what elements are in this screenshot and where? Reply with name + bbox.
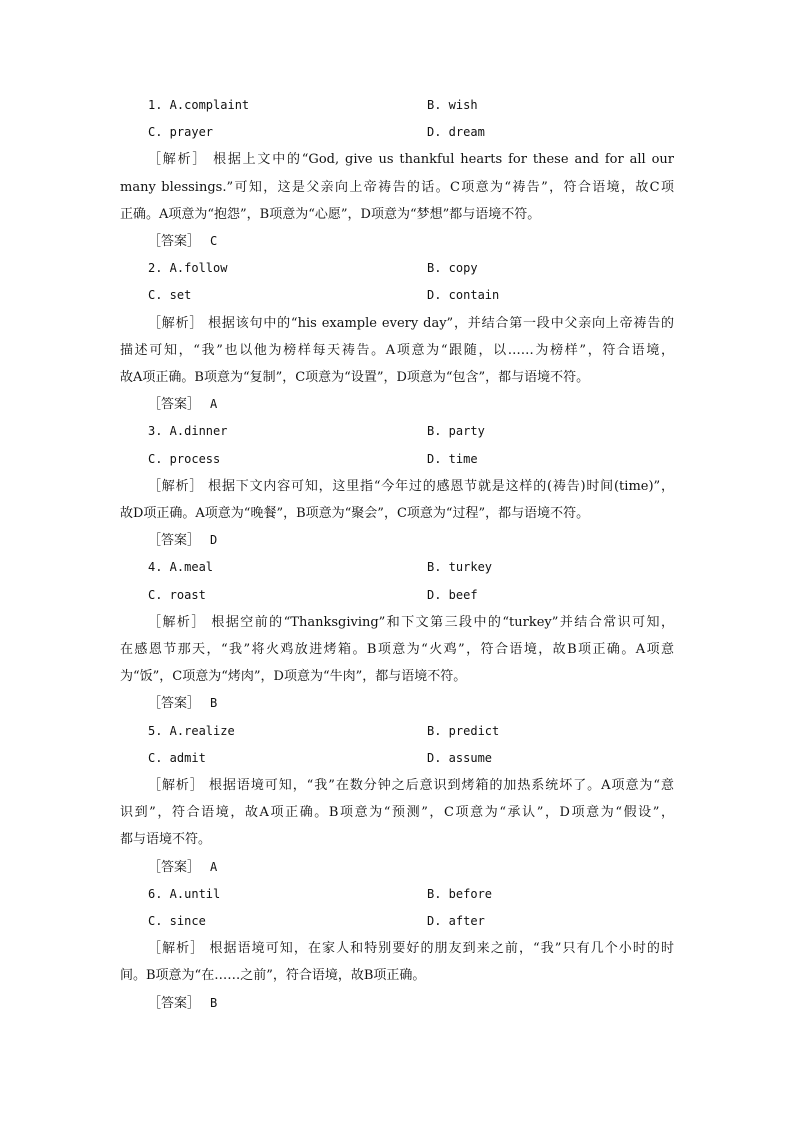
- q6-option-c: C. since: [148, 914, 206, 928]
- q4-analysis-line: 为“饭”，C项意为“烤肉”，D项意为“牛肉”，都与语境不符。: [120, 669, 467, 685]
- q1-option-a: 1. A.complaint: [148, 98, 250, 112]
- q1-option-c: C. prayer: [148, 125, 214, 140]
- answer-value: B: [210, 696, 218, 711]
- answer-value: C: [210, 234, 218, 248]
- q2-option-a: 2. A.follow: [148, 261, 228, 276]
- q3-option-c: C. process: [148, 451, 221, 466]
- q4-analysis-line: 在感恩节那天，“我”将火鸡放进烤箱。B项意为“火鸡”，符合语境，故B项正确。A项意: [120, 642, 674, 657]
- q5-analysis-line: ［解析］ 根据语境可知，“我”在数分钟之后意识到烤箱的加热系统坏了。A项意为“意: [148, 778, 674, 793]
- answer-label: ［答案］: [148, 995, 201, 1011]
- q6-option-b: B. before: [427, 886, 493, 901]
- answer-value: A: [210, 397, 218, 412]
- q2-option-d: D. contain: [427, 288, 500, 303]
- q1-option-b: B. wish: [427, 98, 478, 112]
- q3-option-d: D. time: [427, 451, 478, 466]
- q4-analysis-line: ［解析］ 根据空前的“Thanksgiving”和下文第三段中的“turkey”并结合常识可知，: [148, 614, 674, 630]
- q4-option-d: D. beef: [427, 587, 478, 602]
- q5-option-a: 5. A.realize: [148, 723, 235, 738]
- q2-answer: [148, 391, 217, 418]
- q1-answer: [148, 228, 217, 255]
- q5-analysis-line: 都与语境不符。: [120, 832, 212, 848]
- q6-analysis-line: 间。B项意为“在……之前”，符合语境，故B项正确。: [120, 968, 426, 984]
- q1-analysis-line: 正确。A项意为“抱怨”，B项意为“心愿”，D项意为“梦想”都与语境不符。: [120, 206, 541, 222]
- q4-option-b: B. turkey: [427, 560, 493, 575]
- q3-option-b: B. party: [427, 424, 485, 439]
- q5-option-b: B. predict: [427, 723, 500, 738]
- q5-answer: [148, 854, 217, 881]
- q6-option-d: D. after: [427, 914, 485, 928]
- q3-option-a: 3. A.dinner: [148, 424, 228, 439]
- q5-analysis-line: 识到”，符合语境，故A项正确。B项意为“预测”，C项意为“承认”，D项意为“假设”，: [120, 805, 674, 821]
- q6-analysis-line: ［解析］ 根据语境可知，在家人和特别要好的朋友到来之前，“我”只有几个小时的时: [148, 941, 674, 957]
- q3-analysis-line: 故D项正确。A项意为“晚餐”，B项意为“聚会”，C项意为“过程”，都与语境不符。: [120, 506, 590, 521]
- q3-answer: [148, 527, 217, 554]
- q5-option-c: C. admit: [148, 750, 206, 765]
- q2-option-c: C. set: [148, 288, 192, 303]
- q1-analysis-line: many blessings.”可知，这是父亲向上帝祷告的话。C项意为“祷告”，符合语境，故C项: [120, 179, 674, 195]
- q4-option-a: 4. A.meal: [148, 560, 214, 575]
- answer-label: ［答案］: [148, 234, 201, 249]
- answer-label: ［答案］: [148, 859, 201, 875]
- answer-value: B: [210, 995, 218, 1010]
- q2-analysis-line: 描述可知，“我”也以他为榜样每天祷告。A项意为“跟随，以……为榜样”，符合语境，: [120, 342, 674, 358]
- q6-answer: [148, 990, 217, 1017]
- answer-label: ［答案］: [148, 696, 201, 712]
- answer-value: D: [210, 533, 218, 548]
- q6-option-a: 6. A.until: [148, 886, 221, 901]
- q5-option-d: D. assume: [427, 750, 493, 765]
- q1-analysis-line: ［解析］ 根据上文中的“God, give us thankful hearts for these and for all our: [148, 152, 674, 168]
- q4-option-c: C. roast: [148, 587, 206, 602]
- answer-label: ［答案］: [148, 533, 201, 549]
- answer-value: A: [210, 859, 218, 874]
- answer-label: ［答案］: [148, 397, 201, 413]
- q3-analysis-line: ［解析］ 根据下文内容可知，这里指“今年过的感恩节就是这样的(祷告)时间(time)”，: [148, 478, 674, 494]
- q1-option-d: D. dream: [427, 125, 485, 140]
- q2-option-b: B. copy: [427, 261, 478, 276]
- q2-analysis-line: 故A项正确。B项意为“复制”，C项意为“设置”，D项意为“包含”，都与语境不符。: [120, 370, 590, 385]
- q4-answer: [148, 690, 217, 717]
- q2-analysis-line: ［解析］ 根据该句中的“his example every day”，并结合第一段中父亲向上帝祷告的: [148, 315, 674, 331]
